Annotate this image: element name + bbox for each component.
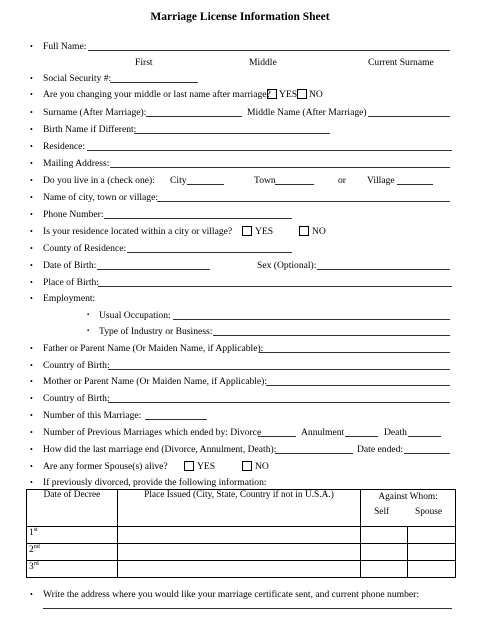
annulment-label: Annulment [301,427,345,438]
bullet: • [30,159,33,168]
bullet: • [30,445,33,454]
employment-row [0,292,480,305]
bullet: • [30,90,33,99]
phone-row [0,208,480,221]
self-header: Self [374,507,390,517]
yes-label: YES [197,461,216,472]
bullet: • [30,142,33,151]
date-cell[interactable]: 3rd [27,561,118,578]
residence-row [0,140,480,153]
spouse-header: Spouse [414,507,443,517]
pob-field[interactable] [98,276,452,287]
last-end-row [0,443,480,456]
table-row [27,561,456,578]
no-label: NO [309,89,323,100]
birth-name-field[interactable] [134,123,330,134]
square-bullet: ▪ [87,328,90,334]
date-cell[interactable]: 2nd [27,544,118,561]
address-cert-line-row [0,598,480,611]
bullet: • [30,344,33,353]
country-birth-1-field[interactable] [108,359,450,370]
residence-label: Residence: [43,141,86,152]
country-birth-2-field[interactable] [108,392,450,403]
spouse-cell[interactable] [408,561,456,578]
bullet: • [30,377,33,386]
sex-label: Sex (Optional): [257,260,317,271]
phone-label: Phone Number: [43,209,104,220]
usual-occupation-row [0,309,480,322]
divorced-label: If previously divorced, provide the following information: [43,477,267,488]
pob-label: Place of Birth: [43,277,99,288]
middle-caption: Middle [249,57,277,68]
divorce-field[interactable] [258,426,296,437]
full-name-captions [0,56,480,69]
table-row [27,527,456,544]
in-city-no-checkbox[interactable] [299,226,309,236]
country-birth-1-row [0,359,480,372]
mother-field[interactable] [266,375,450,386]
spouse-cell[interactable] [408,544,456,561]
last-end-label: How did the last marriage end (Divorce, Annulment, Death): [43,444,277,455]
town-field[interactable] [275,174,314,185]
previous-divorce-table [26,489,456,578]
date-ended-field[interactable] [404,443,450,454]
bullet: • [30,176,33,185]
bullet: • [30,193,33,202]
country-birth-2-row [0,392,480,405]
square-bullet: ▪ [87,312,90,318]
surname-after-label: Surname (After Marriage): [43,107,147,118]
page-title: Marriage License Information Sheet [150,11,330,23]
bullet: • [30,227,33,236]
employment-label: Employment: [43,293,96,304]
bullet: • [30,394,33,403]
bullet: • [30,125,33,134]
ssn-row [0,72,480,85]
first-caption: First [135,57,153,68]
pob-row [0,276,480,289]
change-name-yes-checkbox[interactable] [267,89,277,99]
industry-row [0,325,480,338]
full-name-field[interactable] [88,40,450,51]
in-city-question: Is your residence located within a city or village? [43,226,233,237]
live-in-label: Do you live in a (check one): [43,175,155,186]
industry-field[interactable] [213,325,450,336]
annulment-field[interactable] [345,426,378,437]
mailing-label: Mailing Address: [43,158,110,169]
live-in-row [0,174,480,187]
self-cell[interactable] [361,561,408,578]
village-field[interactable] [397,174,433,185]
bullet: • [30,361,33,370]
county-field[interactable] [127,242,292,253]
bullet: • [30,428,33,437]
city-name-field[interactable] [157,191,450,202]
divorced-row [0,476,480,489]
surname-after-field[interactable] [146,106,242,117]
bullet: • [30,108,33,117]
bullet: • [30,42,33,51]
table-header-row [27,490,456,527]
middle-after-label: Middle Name (After Marriage) [247,107,367,118]
place-issued-header: Place Issued (City, State, Country if not in U.S.A.) [117,490,360,527]
death-label: Death [384,427,407,438]
num-marriage-row [0,409,480,422]
former-spouse-question: Are any former Spouse(s) alive? [43,461,168,472]
county-row [0,242,480,255]
full-name-label: Full Name: [43,41,87,52]
father-field[interactable] [259,342,450,353]
address-cert-field[interactable] [43,598,452,609]
city-field[interactable] [187,174,224,185]
last-end-field[interactable] [275,443,353,454]
change-name-row [0,88,480,101]
address-cert-label: Write the address where you would like your marriage certificate sent, and current phone number: [43,589,420,600]
place-cell[interactable] [117,527,360,544]
town-option: Town [254,175,276,186]
change-name-question: Are you changing your middle or last name after marriage? [43,89,271,100]
bullet: • [30,478,33,487]
country-birth-2-label: Country of Birth: [43,393,110,404]
no-label: NO [255,461,269,472]
self-cell[interactable] [361,527,408,544]
city-option: City [170,175,187,186]
table-row [27,544,456,561]
birth-name-label: Birth Name if Different: [43,124,137,135]
bullet: • [30,244,33,253]
yes-label: YES [255,226,274,237]
dob-row [0,259,480,272]
self-cell[interactable] [361,544,408,561]
country-birth-1-label: Country of Birth: [43,360,110,371]
village-option: Village [367,175,395,186]
mailing-field[interactable] [110,157,450,168]
change-name-no-checkbox[interactable] [297,89,307,99]
former-spouse-row [0,460,480,473]
num-marriage-label: Number of this Marriage: [43,410,142,421]
place-cell[interactable] [117,544,360,561]
place-cell[interactable] [117,561,360,578]
usual-occupation-label: Usual Occupation: [99,310,171,321]
spouse-cell[interactable] [408,527,456,544]
mother-row [0,375,480,388]
former-yes-checkbox[interactable] [184,461,194,471]
bullet: • [30,411,33,420]
ssn-label: Social Security #: [43,73,112,84]
dob-label: Date of Birth: [43,260,97,271]
prev-marriages-label: Number of Previous Marriages which ended by: Divorce [43,427,262,438]
date-cell[interactable]: 1st [27,527,118,544]
surname-after-row [0,106,480,119]
dob-field[interactable] [97,259,210,270]
middle-after-field[interactable] [368,106,450,117]
in-city-row [0,225,480,238]
bullet: • [30,462,33,471]
birth-name-row [0,123,480,136]
mother-label: Mother or Parent Name (Or Maiden Name, if Applicable): [43,376,268,387]
ssn-field[interactable] [110,72,198,83]
sex-field[interactable] [317,259,450,270]
or-label: or [338,175,346,186]
bullet: • [30,278,33,287]
county-label: County of Residence: [43,243,127,254]
residence-field[interactable] [87,140,452,151]
father-label: Father or Parent Name (Or Maiden Name, if Applicable): [43,343,264,354]
surname-caption: Current Surname [368,57,434,68]
phone-field[interactable] [104,208,292,219]
bullet: • [30,590,33,599]
against-whom-header: Against Whom: Self Spouse [361,490,456,527]
bullet: • [30,210,33,219]
city-name-row [0,191,480,204]
former-no-checkbox[interactable] [242,461,252,471]
no-label: NO [312,226,326,237]
father-row [0,342,480,355]
industry-label: Type of Industry or Business: [99,326,213,337]
mailing-row [0,157,480,170]
prev-marriages-row [0,426,480,439]
bullet: • [30,294,33,303]
full-name-row [0,40,480,53]
date-ended-label: Date ended: [357,444,404,455]
bullet: • [30,261,33,270]
yes-label: YES [279,89,298,100]
death-field[interactable] [408,426,441,437]
bullet: • [30,74,33,83]
in-city-yes-checkbox[interactable] [242,226,252,236]
date-decree-header: Date of Decree [27,490,118,527]
num-marriage-field[interactable] [145,409,207,420]
city-name-label: Name of city, town or village: [43,192,159,203]
usual-occupation-field[interactable] [173,309,450,320]
